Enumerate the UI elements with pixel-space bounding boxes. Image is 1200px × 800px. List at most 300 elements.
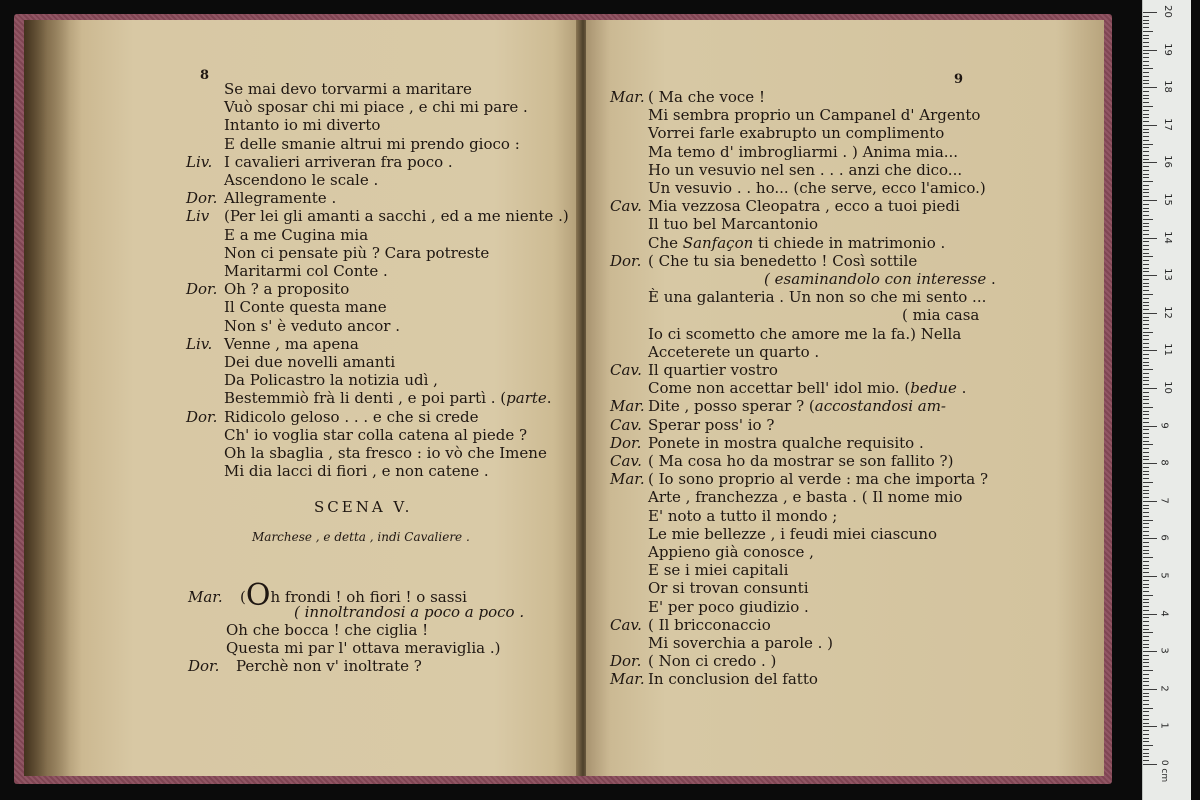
ruler-tick [1143, 260, 1149, 261]
line-text: Perchè non v' inoltrate ? [236, 657, 422, 675]
ruler-tick [1143, 602, 1149, 603]
verse-line [648, 507, 837, 525]
ruler-tick [1143, 640, 1149, 641]
verse-line [648, 143, 958, 161]
speaker-line [610, 416, 774, 434]
verse-line [648, 579, 809, 597]
ruler-tick [1143, 110, 1149, 111]
ruler-tick [1143, 114, 1149, 115]
speaker: Cav. [610, 197, 642, 216]
ruler-unit: 0 cm [1159, 759, 1170, 783]
ruler-tick [1143, 482, 1153, 483]
ruler-tick [1143, 749, 1149, 750]
ruler-tick [1143, 693, 1149, 694]
ruler-tick [1143, 538, 1157, 539]
line-tail: . [956, 379, 967, 398]
ruler-tick [1143, 535, 1149, 536]
ruler-tick [1143, 756, 1149, 757]
ruler-tick [1143, 674, 1149, 675]
ruler-tick [1143, 275, 1157, 276]
ruler-label: 17 [1161, 117, 1173, 131]
line-text: Allegramente . [224, 189, 337, 208]
ruler-tick [1143, 125, 1157, 126]
ruler-tick [1143, 219, 1153, 220]
ruler-tick [1143, 373, 1149, 374]
speaker-line [186, 153, 453, 171]
line-tail: ti chiede in matrimonio . [753, 233, 946, 252]
ruler-tick [1143, 711, 1149, 712]
ruler-tick [1143, 20, 1149, 21]
ruler-tick [1143, 418, 1149, 419]
ruler-tick [1143, 730, 1149, 731]
stage-direction: accostandosi am- [814, 397, 947, 416]
ruler-tick [1143, 174, 1149, 175]
verse-line [224, 98, 528, 116]
line-text: ( Non ci credo . ) [648, 652, 777, 671]
speaker: Dor. [610, 251, 642, 270]
ruler-label: 2 [1158, 685, 1170, 692]
line-text: Mia vezzosa Cleopatra , ecco a tuoi piedi [648, 197, 960, 216]
ruler-tick [1143, 166, 1149, 167]
speaker-line [610, 616, 771, 634]
ruler-tick [1143, 565, 1149, 566]
ruler-tick [1143, 670, 1153, 671]
ruler-tick [1143, 117, 1149, 118]
verse-line [648, 234, 945, 252]
scene-description: Marchese , e detta , indi Cavaliere . [252, 530, 470, 544]
ruler-tick [1143, 644, 1149, 645]
ruler-tick [1143, 527, 1149, 528]
verse-line [648, 543, 814, 561]
ruler-tick [1143, 380, 1149, 381]
ruler-tick [1143, 53, 1149, 54]
ruler-tick [1143, 666, 1149, 667]
speaker-line [610, 361, 778, 379]
line-text: Dei due novelli amanti [224, 353, 396, 371]
ruler-tick [1143, 753, 1149, 754]
ruler-tick [1143, 140, 1149, 141]
line-text: E' per poco giudizio . [648, 597, 809, 616]
ruler-tick [1143, 200, 1157, 201]
ruler-label: 12 [1161, 305, 1173, 319]
speaker: Mar. [610, 470, 645, 489]
ruler-tick [1143, 185, 1149, 186]
ruler-tick [1143, 245, 1149, 246]
line-text: Appieno già conosce , [648, 543, 814, 561]
line-text: Ch' io voglia star colla catena al piede ? [224, 425, 528, 444]
ruler-tick [1143, 403, 1149, 404]
scene-title: SCENA V. [314, 498, 413, 516]
line-tail: . [546, 389, 552, 408]
ruler-tick [1143, 459, 1149, 460]
open-paren: ( [240, 588, 246, 606]
ruler-tick [1143, 621, 1149, 622]
ruler-tick [1143, 448, 1149, 449]
verse-line [648, 215, 818, 233]
ruler-tick [1143, 226, 1149, 227]
ruler-tick [1143, 655, 1149, 656]
line-text: Acceterete un quarto . [648, 342, 820, 361]
verse-line [224, 226, 368, 244]
line-text: ( Che tu sia benedetto ! Così sottile [648, 251, 918, 270]
ruler-tick [1143, 587, 1149, 588]
stage-direction: ( esaminandolo con interesse [764, 270, 987, 288]
ruler-tick [1143, 91, 1149, 92]
ruler-tick [1143, 347, 1149, 348]
ruler-tick [1143, 696, 1149, 697]
ruler-tick [1143, 426, 1157, 427]
ruler-tick [1143, 377, 1149, 378]
ruler-tick [1143, 444, 1153, 445]
verse-line [224, 298, 387, 316]
ruler-tick [1143, 241, 1149, 242]
line-text: Oh ? a proposito [224, 280, 350, 299]
ruler-tick [1143, 72, 1149, 73]
ruler-tick [1143, 147, 1149, 148]
ruler-label: 19 [1161, 42, 1173, 56]
ruler-tick [1143, 350, 1157, 351]
verse-line [764, 270, 996, 288]
ruler-tick [1143, 501, 1157, 502]
speaker-line [610, 452, 953, 470]
line-text: Non s' è veduto ancor . [224, 316, 401, 335]
ruler-tick [1143, 384, 1149, 385]
ruler-tick [1143, 132, 1149, 133]
ruler-tick [1143, 474, 1149, 475]
ruler-tick [1143, 636, 1149, 637]
speaker-line [186, 280, 349, 298]
ruler-tick [1143, 580, 1149, 581]
line-text: Sperar poss' io ? [648, 415, 775, 434]
ruler-label: 8 [1158, 459, 1170, 466]
ruler-tick [1143, 42, 1149, 43]
ruler-tick [1143, 414, 1149, 415]
line-text: E a me Cugina mia [224, 225, 369, 244]
ruler-tick [1143, 659, 1149, 660]
ruler-tick [1143, 584, 1149, 585]
line-text: Venne , ma apena [224, 334, 359, 353]
ruler-tick [1143, 61, 1149, 62]
ruler-tick [1143, 204, 1149, 205]
page-number-left: 8 [200, 68, 210, 83]
measurement-ruler [1142, 0, 1191, 800]
speaker: Mar. [188, 588, 223, 606]
stage-direction: parte [506, 389, 547, 408]
ruler-tick [1143, 249, 1149, 250]
ruler-tick [1143, 685, 1149, 686]
ruler-tick [1143, 35, 1149, 36]
ruler-tick [1143, 136, 1149, 137]
verse-line [224, 80, 472, 98]
ruler-tick [1143, 279, 1149, 280]
speaker-line [186, 335, 359, 353]
ruler-label: 18 [1161, 80, 1173, 94]
ruler-tick [1143, 155, 1149, 156]
ruler-tick [1143, 170, 1149, 171]
ruler-tick [1143, 31, 1153, 32]
ruler-tick [1143, 102, 1149, 103]
ruler-tick [1143, 234, 1149, 235]
ruler-tick [1143, 542, 1149, 543]
speaker-line [610, 434, 924, 452]
line-text: Ascendono le scale . [224, 171, 379, 189]
speaker-line [186, 408, 478, 426]
ruler-tick [1143, 629, 1149, 630]
line-text: Ma temo d' imbrogliarmi . ) Anima mia... [648, 142, 959, 161]
line-tail: . [986, 270, 996, 288]
speaker: Liv [186, 207, 210, 226]
ruler-tick [1143, 490, 1149, 491]
ruler-tick [1143, 700, 1149, 701]
verse-line [648, 343, 819, 361]
ruler-tick [1143, 362, 1149, 363]
ruler-tick [1143, 411, 1149, 412]
line-text: Mi dia lacci di fiori , e non catene . [224, 462, 489, 481]
ruler-label: 20 [1161, 5, 1173, 18]
ruler-tick [1143, 726, 1157, 727]
ruler-tick [1143, 734, 1149, 735]
scene-line-dor [188, 657, 422, 675]
verse-line [648, 561, 788, 579]
ruler-tick [1143, 625, 1149, 626]
ruler-tick [1143, 238, 1157, 239]
speaker: Dor. [610, 652, 642, 671]
page-shadow [24, 20, 82, 776]
verse-line [224, 426, 527, 444]
ruler-tick [1143, 68, 1153, 69]
verse-line [648, 598, 809, 616]
line-text: Un vesuvio . . ho... (che serve, ecco l'amico.) [648, 179, 986, 197]
line-text: (Per lei gli amanti a sacchi , ed a me niente .) [224, 207, 569, 226]
ruler-tick [1143, 388, 1157, 389]
verse-line [648, 124, 944, 142]
ruler-tick [1143, 467, 1149, 468]
line-text: ( Ma che voce ! [648, 88, 765, 106]
verse-line [648, 325, 961, 343]
ruler-tick [1143, 354, 1149, 355]
ruler-tick [1143, 741, 1149, 742]
ruler-tick [1143, 365, 1149, 366]
ruler-tick [1143, 723, 1149, 724]
ruler-tick [1143, 407, 1153, 408]
speaker: Mar. [610, 397, 645, 416]
ruler-label: 9 [1158, 421, 1170, 429]
ruler-tick [1143, 121, 1149, 122]
ruler-tick [1143, 230, 1149, 231]
ruler-tick [1143, 512, 1149, 513]
ruler-tick [1143, 599, 1149, 600]
line-text: Mi soverchia a parole . ) [648, 634, 834, 652]
line-text: Il quartier vostro [648, 361, 778, 379]
ruler-tick [1143, 478, 1149, 479]
ruler-label: 5 [1158, 572, 1170, 579]
ruler-tick [1143, 358, 1149, 359]
verse-line [648, 161, 962, 179]
ruler-tick [1143, 332, 1153, 333]
ruler-tick [1143, 305, 1149, 306]
line-text: Ho un vesuvio nel sen . . . anzi che dico... [648, 160, 963, 179]
ruler-tick [1143, 497, 1149, 498]
ruler-tick [1143, 437, 1149, 438]
ruler-tick [1143, 632, 1153, 633]
ruler-tick [1143, 294, 1153, 295]
ruler-tick [1143, 339, 1149, 340]
line-text: ( Ma cosa ho da mostrar se son fallito ?) [648, 452, 954, 470]
ruler-tick [1143, 16, 1149, 17]
verse-line [224, 389, 552, 407]
speaker: Dor. [610, 433, 642, 452]
ruler-tick [1143, 561, 1149, 562]
ruler-tick [1143, 162, 1157, 163]
ruler-tick [1143, 471, 1149, 472]
line-text: ( mia casa [902, 306, 980, 325]
line-text: I cavalieri arriveran fra poco . [224, 152, 453, 171]
ruler-tick [1143, 429, 1149, 430]
line-text: Oh la sbaglia , sta fresco : io vò che Imene [224, 444, 547, 462]
ruler-tick [1143, 320, 1149, 321]
ruler-tick [1143, 196, 1149, 197]
ruler-tick [1143, 80, 1149, 81]
ruler-tick [1143, 553, 1149, 554]
ruler-label: 11 [1161, 343, 1173, 357]
ruler-tick [1143, 369, 1153, 370]
ruler-tick [1143, 95, 1149, 96]
ruler-tick [1143, 704, 1149, 705]
ruler-tick [1143, 87, 1157, 88]
ruler-tick [1143, 159, 1149, 160]
speaker: Cav. [610, 452, 642, 470]
line-text: Da Policastro la notizia udì , [224, 371, 438, 390]
stage-direction: bedue [910, 379, 957, 398]
speaker: Dor. [186, 189, 218, 208]
ruler-tick [1143, 317, 1149, 318]
speaker: Cav. [610, 615, 642, 634]
ruler-tick [1143, 531, 1149, 532]
line-text: ( Io sono proprio al verde : ma che importa ? [648, 470, 989, 489]
line-text: Arte , franchezza , e basta . ( Il nome mio [648, 488, 963, 507]
ruler-tick [1143, 256, 1153, 257]
ruler-tick [1143, 208, 1149, 209]
ruler-label: 7 [1158, 497, 1170, 504]
ruler-tick [1143, 493, 1149, 494]
ruler-label: 6 [1158, 534, 1170, 542]
ruler-tick [1143, 129, 1149, 130]
ruler-tick [1143, 189, 1149, 190]
speaker-line [610, 652, 776, 670]
ruler-tick [1143, 719, 1149, 720]
ruler-tick [1143, 223, 1149, 224]
ruler-tick [1143, 264, 1149, 265]
speaker-line [610, 252, 917, 270]
ruler-tick [1143, 505, 1149, 506]
ruler-label: 4 [1158, 609, 1170, 617]
verse-line [902, 306, 979, 324]
drop-cap: O [245, 578, 271, 613]
verse-line [224, 171, 378, 189]
verse-line [224, 262, 388, 280]
ruler-tick [1143, 760, 1149, 761]
verse-line [224, 317, 400, 335]
open-book [24, 20, 1104, 776]
verse-line [224, 116, 380, 134]
ruler-tick [1143, 343, 1149, 344]
ruler-tick [1143, 550, 1149, 551]
line-text: Vuò sposar chi mi piace , e chi mi pare . [224, 98, 528, 117]
ruler-tick [1143, 516, 1149, 517]
ruler-tick [1143, 662, 1149, 663]
ruler-tick [1143, 181, 1153, 182]
ruler-tick [1143, 614, 1157, 615]
ruler-label: 3 [1158, 647, 1170, 654]
ruler-tick [1143, 610, 1149, 611]
ruler-tick [1143, 422, 1149, 423]
ruler-label: 15 [1161, 193, 1173, 206]
ruler-tick [1143, 253, 1149, 254]
ruler-label: 14 [1161, 230, 1173, 244]
line-text: Ridicolo geloso . . . e che si crede [224, 407, 479, 426]
line-text: Ponete in mostra qualche requisito . [648, 433, 924, 452]
speaker-line [186, 207, 569, 225]
ruler-tick [1143, 520, 1153, 521]
line-text: Bestemmiò frà li denti , e poi partì . ( [224, 389, 507, 408]
ruler-tick [1143, 647, 1149, 648]
speaker: Dor. [186, 407, 218, 426]
verse-line [224, 462, 489, 480]
line-text: Non ci pensate più ? Cara potreste [224, 243, 490, 262]
ruler-tick [1143, 689, 1157, 690]
ruler-tick [1143, 65, 1149, 66]
ruler-label: 10 [1161, 381, 1173, 394]
ruler-tick [1143, 50, 1157, 51]
ruler-tick [1143, 215, 1149, 216]
line-text: E' noto a tutto il mondo ; [648, 506, 838, 525]
ruler-tick [1143, 463, 1157, 464]
speaker: Mar. [610, 670, 645, 689]
ruler-tick [1143, 738, 1149, 739]
line-text: Se mai devo torvarmi a maritare [224, 80, 472, 98]
line-text: Or si trovan consunti [648, 579, 809, 598]
ruler-tick [1143, 177, 1149, 178]
ruler-tick [1143, 211, 1149, 212]
verse-line [224, 371, 438, 389]
verse-line [648, 525, 937, 543]
verse-line: Questa mi par l' ottava meraviglia .) [226, 639, 501, 657]
ruler-tick [1143, 192, 1149, 193]
line-text: Il tuo bel Marcantonio [648, 215, 819, 234]
ruler-tick [1143, 302, 1149, 303]
ruler-tick [1143, 38, 1149, 39]
verse-line [648, 379, 966, 397]
speaker-line [610, 397, 946, 415]
ruler-tick [1143, 399, 1149, 400]
line-text: Dite , posso sperar ? ( [648, 397, 815, 416]
verse-line [648, 634, 833, 652]
speaker-line [610, 197, 960, 215]
ruler-tick [1143, 271, 1149, 272]
ruler-label: 13 [1161, 268, 1173, 282]
stage-direction: ( innoltrandosi a poco a poco . [294, 603, 525, 621]
ruler-tick [1143, 617, 1149, 618]
page-number-right: 9 [954, 72, 964, 87]
speaker: Liv. [186, 334, 213, 353]
line-text: ( Il bricconaccio [648, 615, 771, 634]
ruler-tick [1143, 433, 1149, 434]
ruler-tick [1143, 57, 1149, 58]
ruler-tick [1143, 268, 1149, 269]
speaker: Cav. [610, 415, 642, 434]
ruler-tick [1143, 557, 1153, 558]
line-text: E se i miei capitali [648, 561, 789, 580]
